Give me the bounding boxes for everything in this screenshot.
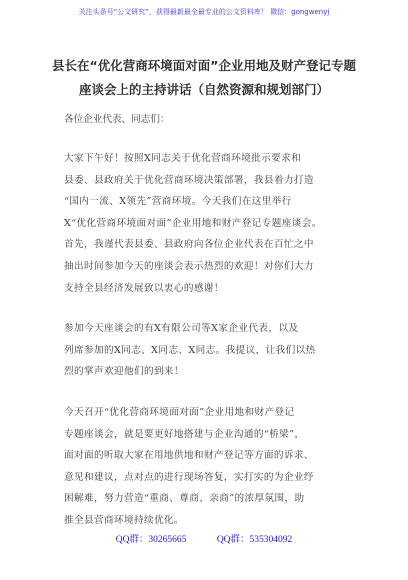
salutation: 各位企业代表、同志们： — [64, 114, 170, 125]
paragraph-3 — [64, 402, 344, 532]
paragraph-line: 首先，我谨代表县委、县政府向各位企业代表在百忙之中 — [64, 239, 314, 251]
paragraph-line: 困解难，努力营造“重商、尊商、亲商”的浓厚氛围，助 — [64, 493, 305, 505]
paragraph-2 — [64, 318, 344, 383]
paragraph-line: 今天召开“优化营商环境面对面”企业用地和财产登记 — [64, 407, 295, 418]
paragraph-1 — [64, 148, 344, 299]
paragraph-line: 列席参加的X同志、X同志、X同志。我提议，让我们以热 — [64, 344, 316, 356]
paragraph-line: 推全县营商环境持续优化。 — [64, 514, 184, 526]
paragraph-line: 县委、县政府关于优化营商环境决策部署，我县着力打造 — [64, 174, 314, 186]
footer-qq-group-1: QQ群：30265665 — [115, 535, 187, 545]
paragraph-line: 大家下午好！按照X同志关于优化营商环境批示要求和 — [64, 153, 302, 164]
paragraph-line: 意见和建议，点对点的进行现场答复，实打实的为企业纾 — [64, 471, 314, 483]
footer-contact — [0, 534, 408, 546]
title-line: 县长在“优化营商环境面对面”企业用地及财产登记专题 — [52, 58, 356, 73]
document-title — [0, 54, 408, 102]
header-banner: 关注头条号“公文研究”，获得最新最全最专业的公文资料库！ 微信：gongwenyj — [78, 8, 330, 16]
paragraph-line: “国内一流、X领先”营商环境。今天我们在这里举行 — [64, 196, 292, 208]
paragraph-line: 参加今天座谈会的有X有限公司等X家企业代表，以及 — [64, 323, 299, 334]
title-line: 座谈会上的主持讲话（自然资源和规划部门） — [78, 82, 329, 97]
paragraph-line: 支持全县经济发展致以衷心的感谢！ — [64, 282, 224, 294]
paragraph-line: 烈的掌声欢迎他们的到来！ — [64, 366, 184, 378]
paragraph-line: 专题座谈会，就是要更好地搭建与企业沟通的“桥梁”， — [64, 428, 305, 440]
footer-qq-group-2: QQ群：535304092 — [216, 535, 293, 545]
paragraph-line: X“优化营商环境面对面”企业用地和财产登记专题座谈会。 — [64, 217, 322, 229]
paragraph-line: 面对面的听取大家在用地供地和财产登记等方面的诉求、 — [64, 450, 314, 462]
paragraph-line: 抽出时间参加今天的座谈会表示热烈的欢迎！对你们大力 — [64, 260, 314, 272]
